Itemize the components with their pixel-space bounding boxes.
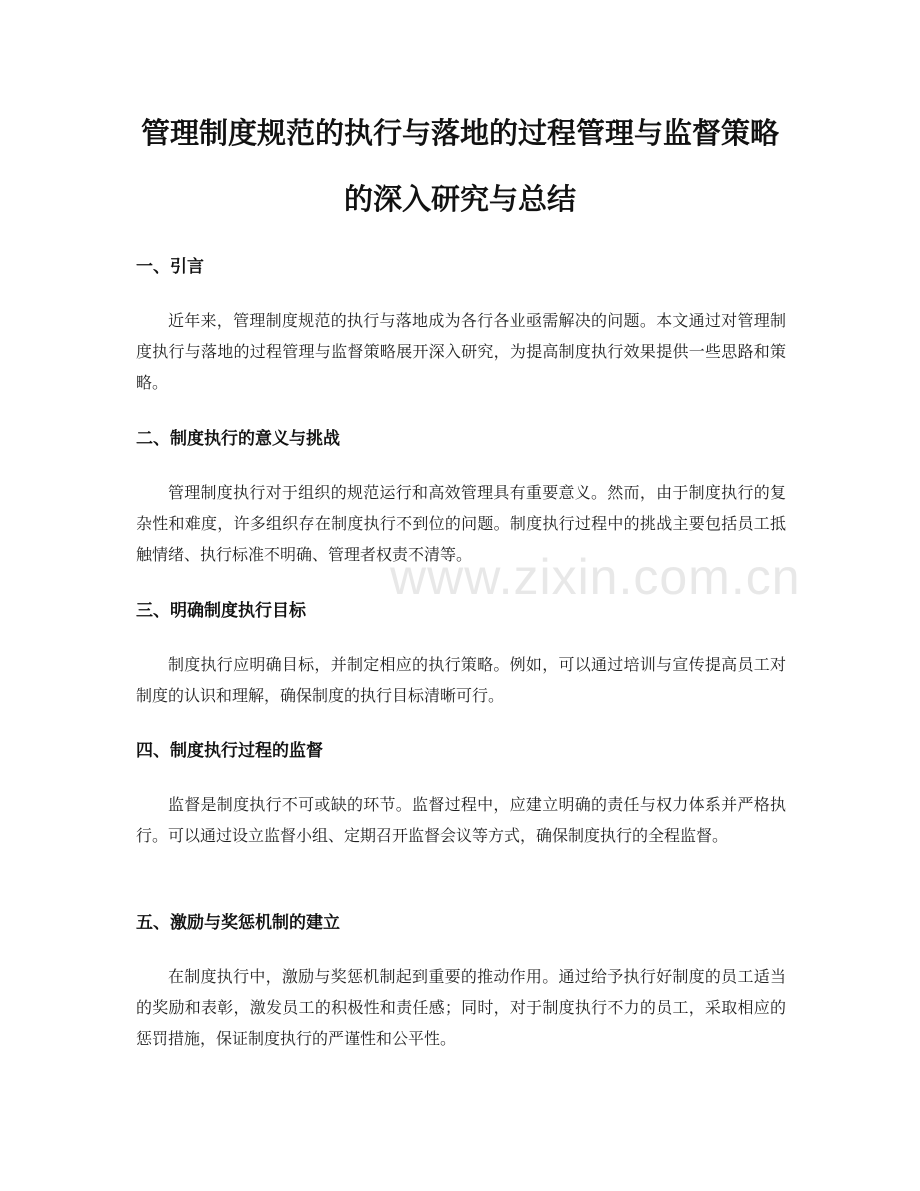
- watermark: www.zixin.com.cn: [390, 549, 801, 605]
- section-significance-challenges: [136, 427, 786, 570]
- section-incentives: [136, 911, 786, 1054]
- section-paragraph: 管理制度执行对于组织的规范运行和高效管理具有重要意义。然而，由于制度执行的复杂性和难度，许多组织存在制度执行不到位的问题。制度执行过程中的挑战主要包括员工抵触情绪、执行标准不明确、管理者权责不清等。: [136, 483, 786, 564]
- section-paragraph: 制度执行应明确目标，并制定相应的执行策略。例如，可以通过培训与宣传提高员工对制度的认识和理解，确保制度的执行目标清晰可行。: [136, 655, 786, 705]
- section-paragraph: 在制度执行中，激励与奖惩机制起到重要的推动作用。通过给予执行好制度的员工适当的奖励和表彰，激发员工的积极性和责任感；同时，对于制度执行不力的员工，采取相应的惩罚措施，保证制度执行的严谨性和公平性。: [136, 967, 786, 1048]
- section-heading: 五、激励与奖惩机制的建立: [136, 913, 340, 933]
- section-heading: 三、明确制度执行目标: [136, 601, 306, 621]
- section-heading: 二、制度执行的意义与挑战: [136, 429, 340, 449]
- section-introduction: [136, 255, 786, 398]
- section-paragraph: 监督是制度执行不可或缺的环节。监督过程中，应建立明确的责任与权力体系并严格执行。可以通过设立监督小组、定期召开监督会议等方式，确保制度执行的全程监督。: [136, 795, 786, 845]
- section-goals: [136, 599, 786, 711]
- section-heading: 一、引言: [136, 257, 204, 277]
- document-title: 管理制度规范的执行与落地的过程管理与监督策略的深入研究与总结: [140, 116, 779, 216]
- section-supervision: [136, 739, 786, 851]
- section-paragraph: 近年来，管理制度规范的执行与落地成为各行各业亟需解决的问题。本文通过对管理制度执行与落地的过程管理与监督策略展开深入研究，为提高制度执行效果提供一些思路和策略。: [136, 311, 786, 392]
- section-heading: 四、制度执行过程的监督: [136, 741, 323, 761]
